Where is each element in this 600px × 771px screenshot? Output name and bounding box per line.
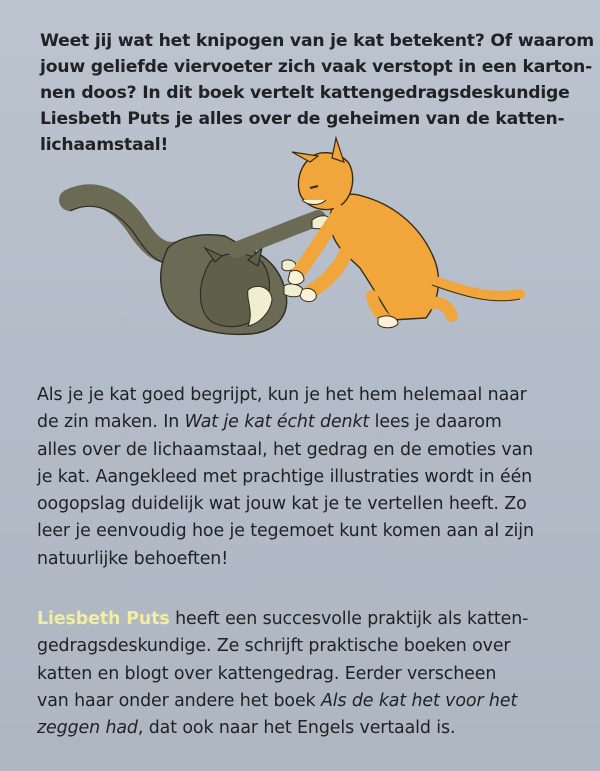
orange-cat-illustration [288,138,520,328]
playing-cats-illustration [0,0,600,360]
description-line [37,409,577,436]
bio-text: , dat ook naar het Engels vertaald is. [137,718,456,739]
bio-line [37,688,577,715]
intro-line: Weet jij wat het knipogen van je kat betekent? Of waarom [40,31,594,51]
description-line: natuurlijke behoeften! [37,548,229,569]
bio-line [37,715,577,742]
bio-text: heeft een succesvolle praktijk als katten- [169,609,529,629]
description-text: lees je daarom [369,412,502,433]
book-title: zeggen had [37,718,138,739]
bio-line: gedragsdeskundige. Ze schrijft praktische boeken over [37,636,511,657]
intro-line: jouw geliefde viervoeter zich vaak verstopt in een karton- [40,57,593,77]
description-line: alles over de lichaamstaal, het gedrag en de emoties van [37,439,534,460]
bio-text: van haar onder andere het boek [37,690,321,711]
bio-line [37,606,577,633]
author-bio-paragraph [37,606,577,742]
description-line: Als je je kat goed begrijpt, kun je het hem helemaal naar [37,385,527,405]
grey-cat-illustration [70,195,332,334]
bio-line: katten en blogt over kattengedrag. Eerder verscheen [37,663,497,684]
author-name: Liesbeth Puts [37,609,170,629]
intro-line: Liesbeth Puts je alles over de geheimen van de katten- [40,109,565,129]
intro-line: nen doos? In dit boek vertelt kattengedragsdeskundige [40,83,570,103]
description-line: oogopslag duidelijk wat jouw kat je te vertellen heeft. Zo [37,494,527,515]
book-title: Wat je kat écht denkt [184,412,370,433]
description-paragraph [37,382,577,573]
intro-line: lichaamstaal! [40,135,169,155]
book-title: Als de kat het voor het [320,690,518,711]
description-line: je kat. Aangekleed met prachtige illustraties wordt in één [37,466,533,487]
description-line: leer je eenvoudig hoe je tegemoet kunt komen aan al zijn [37,521,534,542]
description-text: de zin maken. In [37,412,185,433]
